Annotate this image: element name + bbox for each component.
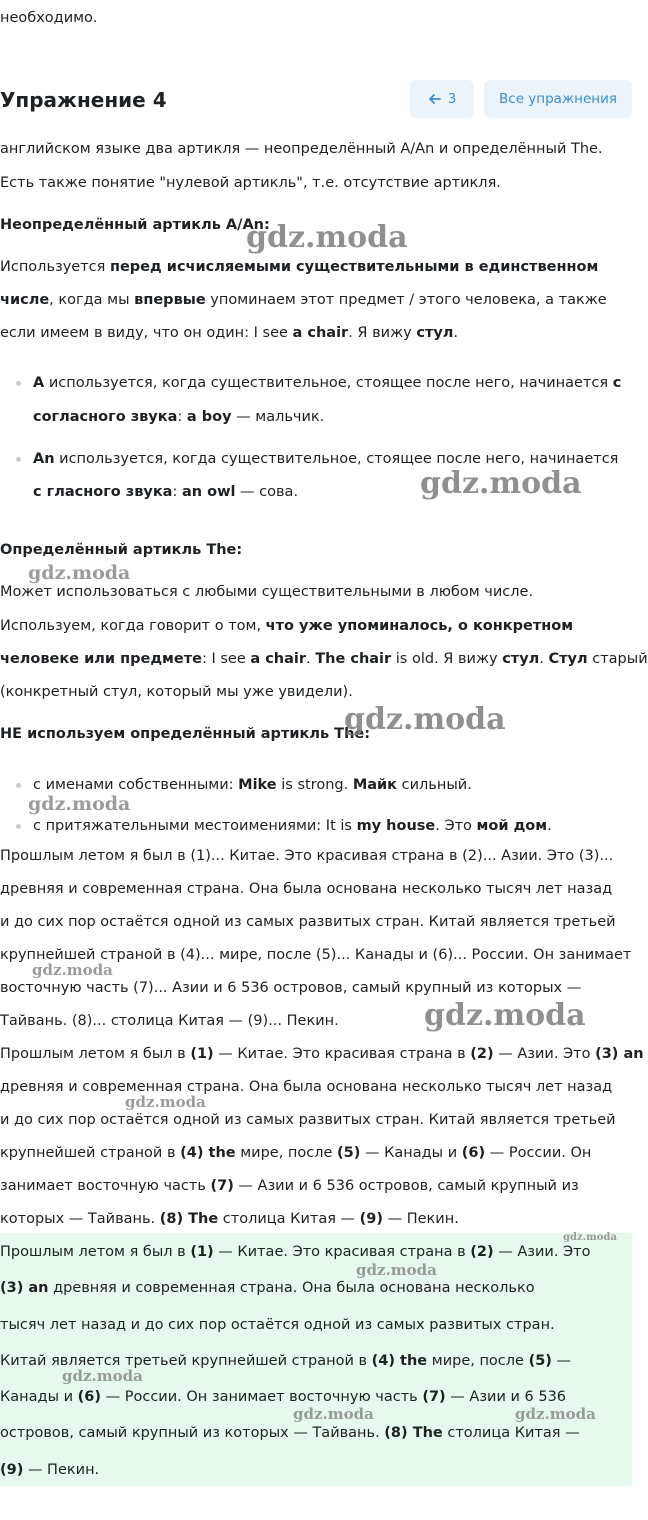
indefinite-paragraph: числе, когда мы впервые упоминаем этот предмет / этого человека, а также (0, 292, 607, 308)
theory-intro: английском языке два артикля — неопределённый A/An и определённый The. (0, 141, 603, 157)
definite-paragraph: человеке или предмете: I see a chair. The chair is old. Я вижу стул. Стул старый (0, 651, 648, 667)
arrow-left-icon (428, 92, 442, 106)
answer-text: которых — Тайвань. (8) The столица Китая — (9) — Пекин. (0, 1211, 459, 1227)
task-text: древняя и современная страна. Она была основана несколько тысяч лет назад (0, 881, 613, 897)
prev-exercise-button[interactable] (410, 80, 474, 118)
answer-text: занимает восточную часть (7) — Азии и 6 536 островов, самый крупный из (0, 1178, 579, 1194)
answer-highlight-text: Канады и (6) — России. Он занимает восточную часть (7) — Азии и 6 536 (0, 1389, 567, 1405)
list-item: с гласного звука: an owl — сова. (33, 484, 299, 500)
answer-text: крупнейшей страной в (4) the мире, после (5) — Канады и (6) — России. Он (0, 1145, 592, 1161)
list-bullet (16, 783, 21, 788)
list-bullet (16, 457, 21, 462)
watermark: gdz.moda (420, 466, 582, 501)
watermark: gdz.moda (32, 961, 113, 979)
list-bullet (16, 824, 21, 829)
answer-highlight-text: островов, самый крупный из которых — Тайвань. (8) The столица Китая — (0, 1425, 580, 1441)
indefinite-paragraph: если имеем в виду, что он один: I see a chair. Я вижу стул. (0, 325, 459, 341)
watermark: gdz.moda (356, 1261, 437, 1279)
watermark: gdz.moda (246, 220, 408, 255)
watermark: gdz.moda (563, 1232, 617, 1243)
task-text: и до сих пор остаётся одной из самых развитых стран. Китай является третьей (0, 914, 616, 930)
answer-highlight-text: (3) an древняя и современная страна. Она была основана несколько (0, 1280, 535, 1296)
answer-highlight-text: Прошлым летом я был в (1) — Китае. Это красивая страна в (2) — Азии. Это (0, 1244, 591, 1260)
definite-paragraph: Может использоваться с любыми существительными в любом числе. (0, 584, 534, 600)
list-bullet (16, 381, 21, 386)
watermark: gdz.moda (515, 1405, 596, 1423)
all-exercises-button[interactable]: Все упражнения (484, 80, 632, 118)
exercise-title: Упражнение 4 (0, 88, 167, 112)
theory-intro: Есть также понятие "нулевой артикль", т.е. отсутствие артикля. (0, 175, 501, 191)
indefinite-paragraph: Используется перед исчисляемыми существительными в единственном (0, 259, 599, 275)
watermark: gdz.moda (125, 1093, 206, 1111)
watermark: gdz.moda (344, 702, 506, 737)
watermark: gdz.moda (293, 1405, 374, 1423)
task-text: восточную часть (7)... Азии и 6 536 островов, самый крупный из которых — (0, 980, 582, 996)
list-item: с притяжательными местоимениями: It is my house. Это мой дом. (33, 818, 552, 834)
definite-paragraph: (конкретный стул, который мы уже увидели). (0, 684, 353, 700)
watermark: gdz.moda (28, 793, 131, 815)
answer-text: Прошлым летом я был в (1) — Китае. Это красивая страна в (2) — Азии. Это (3) an (0, 1046, 644, 1062)
list-item: согласного звука: a boy — мальчик. (33, 409, 325, 425)
task-text: крупнейшей страной в (4)... мире, после (5)... Канады и (6)... России. Он занимает (0, 947, 632, 963)
list-item: A используется, когда существительное, стоящее после него, начинается с (33, 375, 622, 391)
task-text: Прошлым летом я был в (1)... Китае. Это красивая страна в (2)... Азии. Это (3)... (0, 848, 614, 864)
list-item: An используется, когда существительное, стоящее после него, начинается (33, 451, 619, 467)
watermark: gdz.moda (424, 998, 586, 1033)
watermark: gdz.moda (28, 562, 131, 584)
definite-paragraph: Используем, когда говорит о том, что уже упоминалось, о конкретном (0, 618, 574, 634)
answer-highlight-text: тысяч лет назад и до сих пор остаётся одной из самых развитых стран. (0, 1317, 555, 1333)
answer-highlight-text: (9) — Пекин. (0, 1462, 100, 1478)
answer-text: древняя и современная страна. Она была основана несколько тысяч лет назад (0, 1079, 613, 1095)
indefinite-heading: Неопределённый артикль A/An: (0, 217, 270, 233)
not-used-heading: НЕ используем определённый артикль The: (0, 726, 371, 742)
answer-text: и до сих пор остаётся одной из самых развитых стран. Китай является третьей (0, 1112, 616, 1128)
task-text: Тайвань. (8)... столица Китая — (9)... Пекин. (0, 1013, 339, 1029)
intro-fragment: необходимо. (0, 10, 98, 26)
prev-exercise-label: 3 (447, 91, 457, 107)
answer-highlight-text: Китай является третьей крупнейшей страной в (4) the мире, после (5) — (0, 1353, 572, 1369)
list-item: с именами собственными: Mike is strong. Майк сильный. (33, 777, 472, 793)
watermark: gdz.moda (62, 1367, 143, 1385)
definite-heading: Определённый артикль The: (0, 542, 243, 558)
